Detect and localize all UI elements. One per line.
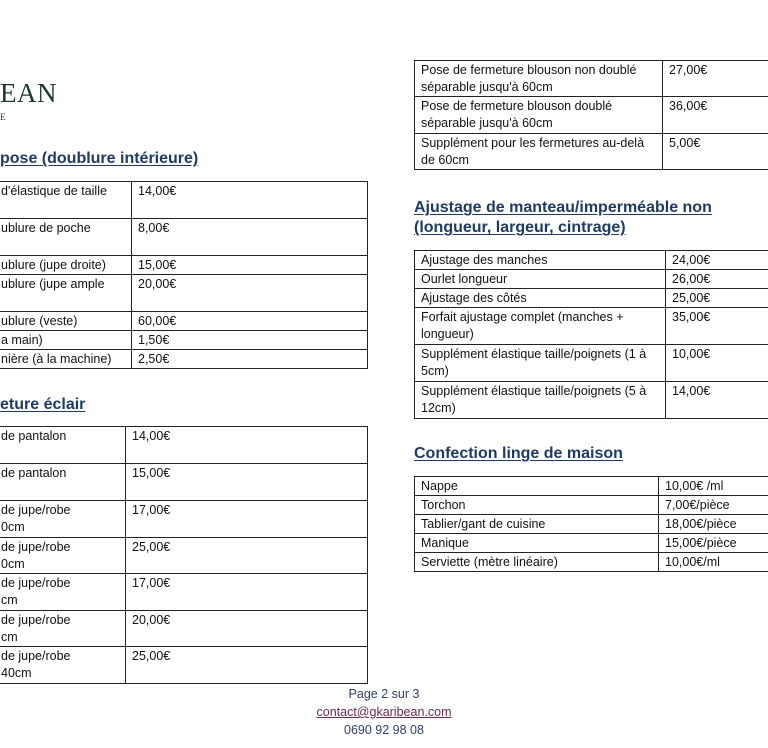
item-price: 25,00€ xyxy=(666,289,768,308)
item-label: ublure de poche xyxy=(0,219,132,256)
item-label: de jupe/robe cm xyxy=(0,574,126,611)
item-price: 17,00€ xyxy=(126,574,368,611)
item-label: Supplément élastique taille/poignets (5 à 12cm) xyxy=(415,382,666,419)
item-price: 26,00€ xyxy=(666,270,768,289)
item-label: ublure (jupe ample xyxy=(0,275,132,312)
item-price: 14,00€ xyxy=(666,382,768,419)
table-row xyxy=(0,275,368,312)
item-price: 18,00€/pièce xyxy=(659,515,768,534)
contact-email-link[interactable]: contact@gkaribean.com xyxy=(316,705,452,719)
item-label: Pose de fermeture blouson doublé séparable jusqu'à 60cm xyxy=(415,97,663,134)
table-row xyxy=(0,427,368,464)
table-row xyxy=(415,515,768,534)
item-label: Supplément élastique taille/poignets (1 à 5cm) xyxy=(415,345,666,382)
item-price: 60,00€ xyxy=(132,312,368,331)
table-row xyxy=(415,251,768,270)
price-table-lining xyxy=(0,181,368,369)
item-label: nière (à la machine) xyxy=(0,350,132,369)
table-row xyxy=(415,477,768,496)
table-row xyxy=(415,289,768,308)
item-price: 14,00€ xyxy=(126,427,368,464)
item-price: 25,00€ xyxy=(126,538,368,574)
item-label: de jupe/robe 0cm xyxy=(0,501,126,538)
item-price: 17,00€ xyxy=(126,501,368,538)
section-title-coat-adjust: Ajustage de manteau/imperméable non xyxy=(414,199,712,216)
item-label: a main) xyxy=(0,331,132,350)
item-price: 15,00€ xyxy=(126,464,368,501)
table-row xyxy=(0,538,368,574)
price-table-jacket-zipper xyxy=(414,60,768,170)
item-label: Ajustage des côtés xyxy=(415,289,666,308)
item-label: Serviette (mètre linéaire) xyxy=(415,553,659,572)
table-row xyxy=(0,312,368,331)
table-row xyxy=(415,345,768,382)
item-price: 20,00€ xyxy=(126,611,368,647)
item-price: 25,00€ xyxy=(126,647,368,684)
item-price: 7,00€/pièce xyxy=(659,496,768,515)
item-price: 5,00€ xyxy=(663,134,768,170)
table-row xyxy=(415,382,768,419)
item-price: 8,00€ xyxy=(132,219,368,256)
item-price: 36,00€ xyxy=(663,97,768,134)
page-number: Page 2 sur 3 xyxy=(348,687,420,701)
item-price: 24,00€ xyxy=(666,251,768,270)
item-label: de pantalon xyxy=(0,464,126,501)
item-label: Nappe xyxy=(415,477,659,496)
table-row xyxy=(0,501,368,538)
item-label: Torchon xyxy=(415,496,659,515)
table-row xyxy=(0,219,368,256)
table-row xyxy=(415,553,768,572)
table-row xyxy=(415,134,768,170)
price-table-coat-adjust xyxy=(414,250,768,419)
item-price: 1,50€ xyxy=(132,331,368,350)
item-label: de pantalon xyxy=(0,427,126,464)
table-row xyxy=(415,270,768,289)
item-label: ublure (jupe droite) xyxy=(0,256,132,275)
item-price: 15,00€ xyxy=(132,256,368,275)
item-price: 10,00€/ml xyxy=(659,553,768,572)
item-price: 10,00€ /ml xyxy=(659,477,768,496)
table-row xyxy=(0,574,368,611)
table-row xyxy=(0,611,368,647)
item-price: 14,00€ xyxy=(132,182,368,219)
table-row xyxy=(415,534,768,553)
table-row xyxy=(0,647,368,684)
item-label: Ourlet longueur xyxy=(415,270,666,289)
item-price: 35,00€ xyxy=(666,308,768,345)
item-label: Forfait ajustage complet (manches + longueur) xyxy=(415,308,666,345)
table-row xyxy=(415,97,768,134)
price-table-zipper xyxy=(0,426,368,684)
item-price: 27,00€ xyxy=(663,61,768,97)
section-title-household-linen: Confection linge de maison xyxy=(414,445,623,462)
item-label: de jupe/robe 0cm xyxy=(0,538,126,574)
item-label: d'élastique de taille xyxy=(0,182,132,219)
table-row xyxy=(0,182,368,219)
item-price: 10,00€ xyxy=(666,345,768,382)
table-row xyxy=(0,464,368,501)
table-row xyxy=(0,350,368,369)
contact-phone: 0690 92 98 08 xyxy=(344,723,424,737)
item-label: de jupe/robe 40cm xyxy=(0,647,126,684)
section-title-coat-adjust-sub: (longueur, largeur, cintrage) xyxy=(414,219,626,236)
company-logo-text: EAN xyxy=(0,78,57,108)
section-title-zipper: eture éclair xyxy=(0,396,86,413)
company-logo-subtitle: E xyxy=(0,112,6,122)
item-label: Pose de fermeture blouson non doublé séparable jusqu'à 60cm xyxy=(415,61,663,97)
item-label: de jupe/robe cm xyxy=(0,611,126,647)
item-label: Manique xyxy=(415,534,659,553)
item-price: 20,00€ xyxy=(132,275,368,312)
section-title-lining: pose (doublure intérieure) xyxy=(0,150,199,167)
table-row xyxy=(0,331,368,350)
table-row xyxy=(415,61,768,97)
item-label: ublure (veste) xyxy=(0,312,132,331)
table-row xyxy=(415,496,768,515)
price-table-household-linen xyxy=(414,476,768,572)
item-price: 15,00€/pièce xyxy=(659,534,768,553)
item-label: Ajustage des manches xyxy=(415,251,666,270)
item-price: 2,50€ xyxy=(132,350,368,369)
item-label: Tablier/gant de cuisine xyxy=(415,515,659,534)
table-row xyxy=(415,308,768,345)
table-row xyxy=(0,256,368,275)
item-label: Supplément pour les fermetures au-delà de 60cm xyxy=(415,134,663,170)
